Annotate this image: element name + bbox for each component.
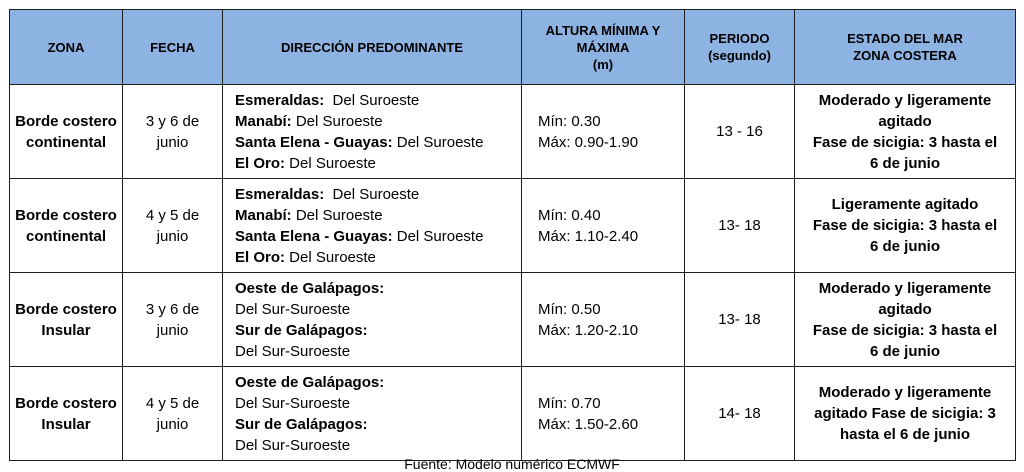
cell-altura: Mín: 0.50 Máx: 1.20-2.10: [522, 273, 685, 367]
table-header-row: [10, 10, 1016, 85]
cell-periodo: 13- 18: [685, 179, 795, 273]
header-periodo: PERIODO (segundo): [685, 10, 795, 85]
header-altura: ALTURA MÍNIMA Y MÁXIMA (m): [522, 10, 685, 85]
header-fecha: FECHA: [123, 10, 223, 85]
cell-periodo: 13- 18: [685, 273, 795, 367]
cell-zona: Borde costero Insular: [10, 273, 123, 367]
cell-altura: Mín: 0.70 Máx: 1.50-2.60: [522, 367, 685, 461]
cell-periodo: 14- 18: [685, 367, 795, 461]
header-estado: ESTADO DEL MAR ZONA COSTERA: [795, 10, 1016, 85]
cell-zona: Borde costero continental: [10, 85, 123, 179]
table-row: [10, 273, 1016, 367]
source-caption: Fuente: Modelo numérico ECMWF: [404, 456, 620, 472]
cell-periodo: 13 - 16: [685, 85, 795, 179]
cell-estado: Moderado y ligeramente agitado Fase de sicigia: 3 hasta el 6 de junio: [795, 367, 1016, 461]
cell-direccion: Esmeraldas: Del Suroeste Manabí: Del Suroeste Santa Elena - Guayas: Del Suroeste El Oro: Del Suroeste: [223, 179, 522, 273]
cell-fecha: 3 y 6 de junio: [123, 273, 223, 367]
cell-estado: Moderado y ligeramente agitado Fase de sicigia: 3 hasta el 6 de junio: [795, 273, 1016, 367]
table-row: [10, 179, 1016, 273]
cell-zona: Borde costero Insular: [10, 367, 123, 461]
table-row: [10, 367, 1016, 461]
cell-zona: Borde costero continental: [10, 179, 123, 273]
table-row: [10, 85, 1016, 179]
cell-fecha: 4 y 5 de junio: [123, 179, 223, 273]
cell-estado: Ligeramente agitado Fase de sicigia: 3 hasta el 6 de junio: [795, 179, 1016, 273]
cell-altura: Mín: 0.30 Máx: 0.90-1.90: [522, 85, 685, 179]
cell-direccion: Oeste de Galápagos: Del Sur-Suroeste Sur de Galápagos: Del Sur-Suroeste: [223, 273, 522, 367]
wave-forecast-table: [9, 9, 1016, 461]
header-direccion: DIRECCIÓN PREDOMINANTE: [223, 10, 522, 85]
cell-fecha: 4 y 5 de junio: [123, 367, 223, 461]
header-zona: ZONA: [10, 10, 123, 85]
cell-direccion: Oeste de Galápagos: Del Sur-Suroeste Sur de Galápagos: Del Sur-Suroeste: [223, 367, 522, 461]
cell-altura: Mín: 0.40 Máx: 1.10-2.40: [522, 179, 685, 273]
cell-direccion: Esmeraldas: Del Suroeste Manabí: Del Suroeste Santa Elena - Guayas: Del Suroeste El Oro: Del Suroeste: [223, 85, 522, 179]
cell-fecha: 3 y 6 de junio: [123, 85, 223, 179]
cell-estado: Moderado y ligeramente agitado Fase de sicigia: 3 hasta el 6 de junio: [795, 85, 1016, 179]
